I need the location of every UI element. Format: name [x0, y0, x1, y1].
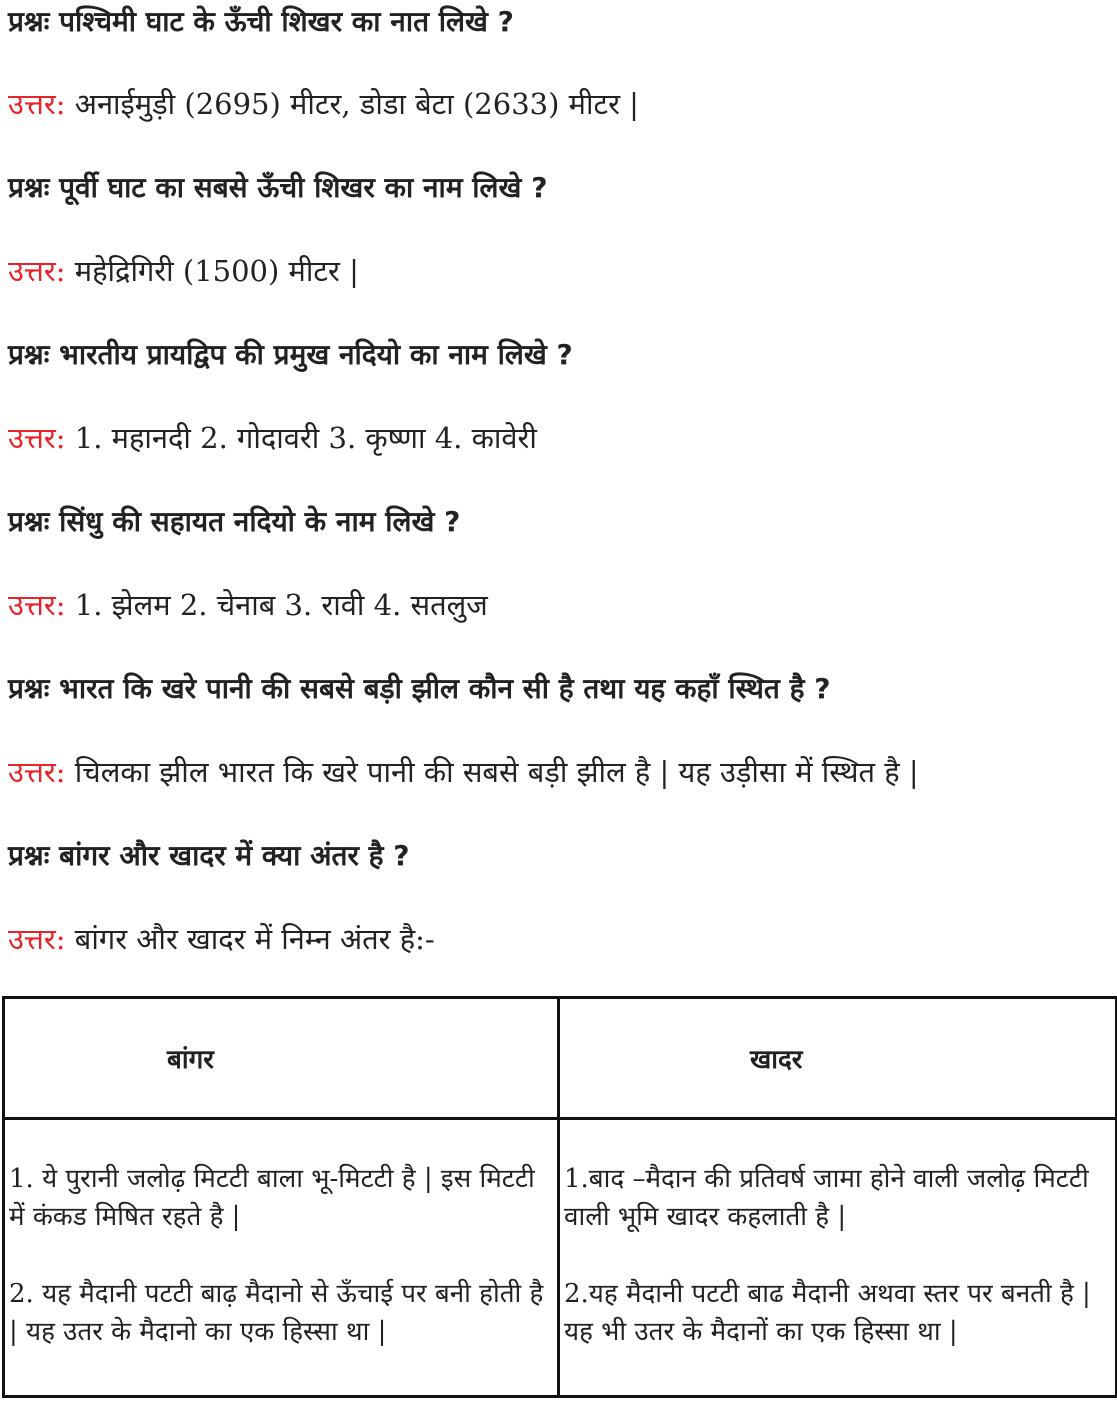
answer-label: उत्तर: [8, 421, 66, 455]
answer-label: उत्तर: [8, 922, 66, 956]
answer-label: उत्तर: [8, 87, 66, 121]
answer-label: उत्तर: [8, 755, 66, 789]
header-khadar: खादर [559, 998, 1117, 1119]
answer-label: उत्तर: [8, 254, 66, 288]
answer-text: चिलका झील भारत कि खरे पानी की सबसे बड़ी झील है | यह उड़ीसा में स्थित है | [65, 755, 919, 789]
khadar-cell [559, 1119, 1117, 1397]
bangar-point-1: 1. ये पुरानी जलोढ़ मिटटी बाला भू-मिटटी है | इस मिटटी में कंकड मिषित रहते है | [9, 1164, 535, 1232]
answer-text: महेद्रिगिरी (1500) मीटर | [65, 254, 359, 288]
answer-text: 1. महानदी 2. गोदावरी 3. कृष्णा 4. कावेरी [65, 421, 537, 455]
question-4: प्रश्नः सिंधु की सहायत नदियो के नाम लिखे ? [8, 505, 461, 538]
table-row [4, 1119, 1117, 1397]
bangar-cell [4, 1119, 559, 1397]
question-3: प्रश्नः भारतीय प्रायद्विप की प्रमुख नदियो का नाम लिखे ? [8, 338, 573, 371]
khadar-point-1: 1.बाद –मैदान की प्रतिवर्ष जामा होने वाली जलोढ़ मिटटी वाली भूमि खादर कहलाती है | [564, 1164, 1089, 1232]
header-bangar: बांगर [4, 998, 559, 1119]
comparison-table [2, 996, 1117, 1398]
answer-2 [8, 251, 359, 291]
answer-label: उत्तर: [8, 588, 66, 622]
question-5: प्रश्नः भारत कि खरे पानी की सबसे बड़ी झील कौन सी है तथा यह कहाँ स्थित है ? [8, 672, 831, 705]
answer-text: बांगर और खादर में निम्न अंतर है:- [65, 922, 435, 956]
question-6: प्रश्नः बांगर और खादर में क्या अंतर है ? [8, 839, 410, 872]
answer-5 [8, 752, 919, 792]
answer-text: 1. झेलम 2. चेनाब 3. रावी 4. सतलुज [65, 588, 488, 622]
bangar-point-2: 2. यह मैदानी पटटी बाढ़ मैदानो से ऊँचाई पर बनी होती है | यह उतर के मैदानो का एक हिस्सा था | [9, 1279, 544, 1347]
table-header-row [4, 998, 1117, 1119]
khadar-point-2: 2.यह मैदानी पटटी बाढ मैदानी अथवा स्तर पर बनती है | यह भी उतर के मैदानों का एक हिस्सा था | [564, 1279, 1091, 1347]
answer-1 [8, 84, 639, 124]
question-1: प्रश्नः पश्चिमी घाट के ऊँची शिखर का नात लिखे ? [8, 5, 514, 38]
question-2: प्रश्नः पूर्वी घाट का सबसे ऊँची शिखर का नाम लिखे ? [8, 171, 548, 204]
answer-6 [8, 919, 435, 959]
answer-4 [8, 585, 488, 625]
answer-3 [8, 418, 537, 458]
answer-text: अनाईमुड़ी (2695) मीटर, डोडा बेटा (2633) मीटर | [65, 87, 639, 121]
